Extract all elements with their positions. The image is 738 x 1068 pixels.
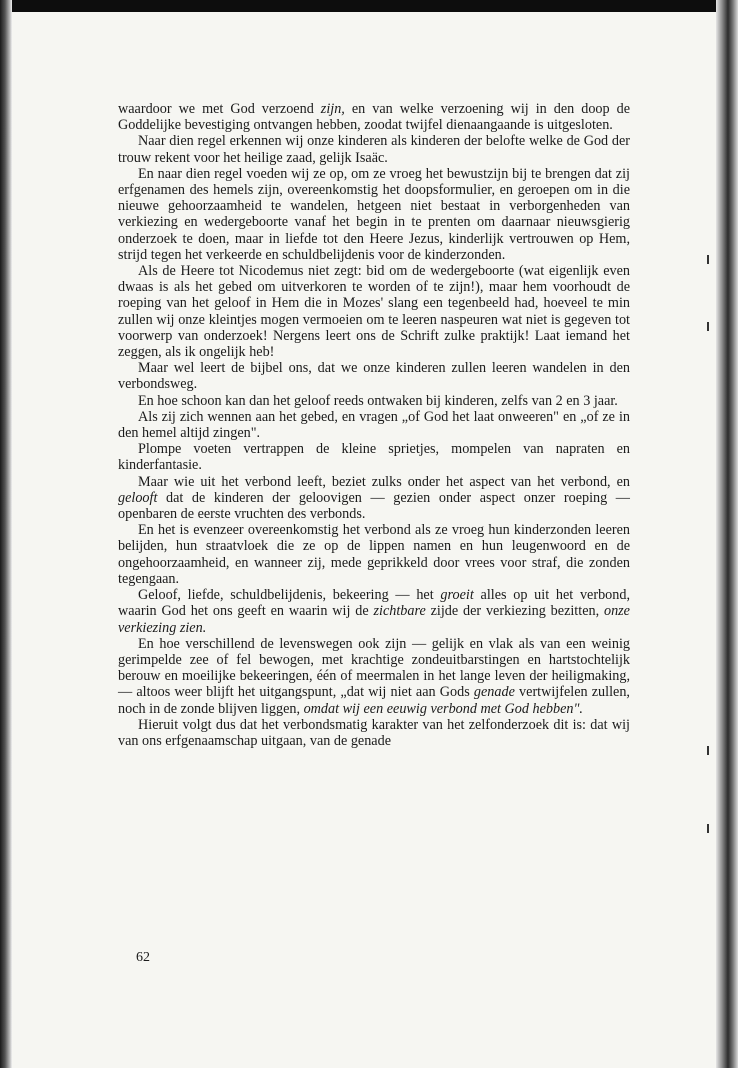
text-run: en van welke verzoening wij in den doop de Goddelijke bevestiging ontvangen hebben, zoodat twijfel dienaangaande is uitgesloten.	[118, 101, 630, 134]
text-run: alles op uit het verbond, waarin God het ons geeft en waarin wij de	[118, 587, 630, 620]
paragraph	[118, 587, 630, 636]
italic-run: genade	[473, 684, 515, 701]
italic-run: zichtbare	[373, 603, 426, 620]
text-run: En het is evenzeer overeenkomstig het verbond als ze vroeg hun kinderzonden leeren belijden, hun straatvloek die ze op de lippen namen en hun leugenwoord en de ongehoorzaamheid, en wanneer zij, mede geprikkeld door vrees voor straf, die zonden tegengaan.	[118, 522, 630, 587]
margin-mark	[707, 824, 709, 833]
paragraph	[118, 133, 630, 165]
scan-top-border	[0, 0, 738, 12]
text-run: Plompe voeten vertrappen de kleine sprietjes, mompelen van napraten en kinderfantasie.	[118, 441, 630, 474]
text-run: Naar dien regel erkennen wij onze kinderen als kinderen der belofte welke de God der trouw rekent voor het heilige zaad, gelijk Isaäc.	[118, 133, 630, 166]
text-run: zijde der verkiezing bezitten,	[425, 603, 604, 620]
margin-mark	[707, 255, 709, 264]
paragraph	[118, 409, 630, 441]
italic-run: groeit	[440, 587, 474, 604]
paragraph	[118, 717, 630, 749]
paragraph	[118, 474, 630, 523]
paragraph	[118, 101, 630, 133]
paragraph	[118, 636, 630, 717]
paragraph	[118, 441, 630, 473]
margin-mark	[707, 746, 709, 755]
book-page	[12, 12, 716, 1068]
text-run: En hoe verschillend de levenswegen ook zijn — gelijk en vlak als van een weinig gerimpelde zee of fel bewogen, met krachtige zondeuitbarstingen en hartstochtelijk berouw en moeilijke bekeeringen, één of meermalen in het lange leven der heiligmaking, — altoos weer blijft het uitgangspunt, „dat wij niet aan Gods	[118, 635, 630, 701]
italic-run: onze verkiezing zien.	[118, 603, 630, 636]
italic-run: gelooft	[118, 489, 158, 506]
margin-mark	[707, 322, 709, 331]
paragraph	[118, 360, 630, 392]
text-run: Geloof, liefde, schuldbelijdenis, bekeering — het	[138, 587, 441, 604]
text-run: Als zij zich wennen aan het gebed, en vragen „of God het laat onweeren" en „of ze in den hemel altijd zingen".	[118, 408, 630, 442]
paragraph	[118, 166, 630, 263]
text-run: vertwijfelen zullen, noch in de zonde blijven liggen,	[118, 684, 630, 717]
scan-right-edge	[716, 0, 738, 1068]
body-text	[118, 101, 630, 749]
text-run: En naar dien regel voeden wij ze op, om ze vroeg het bewustzijn bij te brengen dat zij erfgenamen des hemels zijn, overeenkomstig het doopsformulier, en geroepen om in die nieuwe gehoorzaamheid te wandelen, hetgeen niet bestaat in verborgenheden van verkiezing en wedergeboorte vanaf het begin in te prenten om daarnaar nieuwsgierig onderzoek te doen, maar in liefde tot den Heere Jezus, kinderlijk vertrouwen op Hem, strijd tegen het verkeerde en schuldbelijdenis voor de kinderzonden.	[118, 165, 630, 263]
paragraph	[118, 263, 630, 360]
text-run: dat de kinderen der geloovigen — gezien onder aspect onzer roeping — openbaren de eerste vruchten des verbonds.	[118, 489, 630, 523]
scan-left-edge	[0, 0, 12, 1068]
page-number: 62	[136, 950, 150, 965]
paragraph	[118, 522, 630, 587]
text-run: En hoe schoon kan dan het geloof reeds ontwaken bij kinderen, zelfs van 2 en 3 jaar.	[138, 392, 618, 409]
italic-run: zijn,	[320, 101, 345, 117]
text-run: waardoor we met God verzoend	[118, 101, 321, 117]
italic-run: omdat wij een eeuwig verbond met God hebben".	[303, 700, 583, 717]
text-run: Maar wel leert de bijbel ons, dat we onze kinderen zullen leeren wandelen in den verbondsweg.	[118, 360, 630, 393]
paragraph	[118, 393, 630, 409]
text-run: Maar wie uit het verbond leeft, beziet zulks onder het aspect van het verbond, en	[138, 473, 630, 490]
text-run: Hieruit volgt dus dat het verbondsmatig karakter van het zelfonderzoek dit is: dat wij van ons erfgenaamschap uitgaan, van de genade	[118, 716, 630, 749]
text-run: Als de Heere tot Nicodemus niet zegt: bid om de wedergeboorte (wat eigenlijk even dwaas is als het gebed om uitverkoren te worden of te zijn!), maar hem voorhoudt de roeping van het geloof in Hem die in Mozes' slang een tegenbeeld had, hoeveel te min zullen wij onze kleintjes mogen vermoeien om te leeren naspeuren wat niet is gegeven tot voorwerp van onderzoek! Nergens leert ons de Schrift zulke praktijk! Laat iemand het zeggen, als ik ongelijk heb!	[118, 263, 630, 361]
